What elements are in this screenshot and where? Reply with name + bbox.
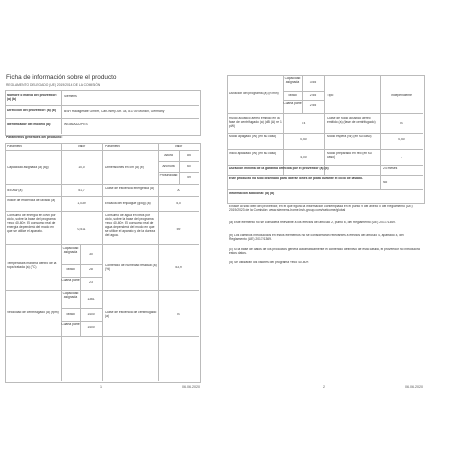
supplier-address-value: BSH Hausgeräte GmbH, Carl-Wery-Str. 34, 81739 Munich, Germany bbox=[64, 110, 165, 113]
energy-value: 0,511 bbox=[77, 228, 86, 231]
rinse-value: 5,0 bbox=[176, 202, 181, 205]
rinse-label: Eficacia del enjuague (g/kg) (a) bbox=[105, 202, 151, 205]
dim-depth-value: 59 bbox=[187, 176, 191, 179]
temp-row-3-label: Cuarta parte bbox=[61, 279, 80, 282]
footnote-a: (a) Este elemento no se considera relevante a los efectos del artículo 2, punto 6, del Reglamento (UE) 2017/1369. bbox=[229, 221, 396, 224]
temp-row-1-value: 30 bbox=[89, 253, 93, 256]
capacity-label: Capacidad asignada (a) (kg) bbox=[7, 166, 49, 169]
off-mode-label: Modo apagado (W) (en su caso) bbox=[229, 135, 277, 138]
duration-label: Duración del programa (a) (h:min) bbox=[229, 92, 279, 95]
spin-row-1-value: 1361 bbox=[87, 298, 95, 301]
page-1-date: 06.06.2020 bbox=[182, 385, 200, 389]
spin-row-3-label: Cuarta parte bbox=[61, 323, 80, 326]
page-title: Ficha de información sobre el producto bbox=[6, 74, 117, 81]
temp-row-1-label: Capacidad asignada bbox=[62, 247, 79, 254]
moisture-value: 53,9 bbox=[175, 266, 182, 269]
off-mode-value: 0,50 bbox=[300, 138, 307, 141]
page-1-number: 1 bbox=[100, 385, 102, 389]
standby-value: 0,50 bbox=[398, 138, 405, 141]
water-value: 59 bbox=[176, 228, 181, 231]
duration-row-2-label: Mitad bbox=[288, 94, 297, 97]
footnote-c: (c) Si la base de datos de los productos genera automáticamente el contenido definitivo de esta casilla, el proveedor no introducirá estos datos. bbox=[229, 248, 420, 255]
additional-info-header: Información adicional: (a) (b) bbox=[229, 192, 275, 195]
duration-row-3-value: 2:55 bbox=[309, 104, 317, 107]
duration-row-2-value: 2:55 bbox=[309, 94, 317, 97]
col-param-header: Parámetro bbox=[7, 145, 23, 148]
temp-label: Temperatura máxima dentro de la ropa tratada (a) (°C) bbox=[7, 262, 57, 269]
spin-row-2-value: 1400 bbox=[87, 313, 95, 316]
water-label: Consumo de agua en litros por ciclo, sobre la base del programa «eco 40-60». El consumo real de agua dependerá del modo en que se utilice el aparato y de la dureza del agua. bbox=[105, 214, 156, 237]
noise-label: Ruido acústico aéreo emitido en la fase de centrifugado (a) (dB (A) re 1 pW) bbox=[229, 117, 282, 128]
temp-row-2-label: Mitad bbox=[66, 268, 75, 271]
temp-row-3-value: 23 bbox=[89, 281, 93, 284]
dim-width-value: 60 bbox=[187, 165, 191, 168]
dim-height-label: Altura bbox=[164, 154, 173, 157]
page-2-number: 2 bbox=[323, 385, 325, 389]
delay-start-label: Inicio aplazado (W) (en su caso) bbox=[229, 152, 277, 155]
eei-class-value: A bbox=[177, 189, 180, 192]
standby-label: Modo espera (W) (en su caso) bbox=[327, 135, 372, 138]
wash-value: 1,039 bbox=[77, 202, 86, 205]
capacity-value: 10,0 bbox=[78, 166, 85, 169]
supplier-name-label: Nombre o marca del proveedor: (a) (b) bbox=[7, 94, 57, 101]
footnote-d: (d) Se utilizarán los valores del programa «eco 40-60». bbox=[229, 261, 310, 264]
supplier-address-label: Dirección del proveedor: (a) (b) bbox=[7, 109, 56, 112]
model-id-label: Identificador del modelo (a): bbox=[7, 123, 52, 126]
footnote-b: (b) Los cambios introducidos en estos elementos no se considerarán relevantes a efectos del artículo 4, apartado 4, del Reglamento (UE) 2017/1369. bbox=[229, 234, 404, 241]
noise-class-value: B bbox=[400, 122, 403, 125]
type-value: Independiente bbox=[391, 94, 412, 97]
spin-row-1-label: Capacidad asignada bbox=[62, 292, 79, 299]
noise-class-label: Clase de ruido acústico aéreo emitido (a) (fase de centrifugado) bbox=[327, 117, 376, 124]
col-param-header-2: Parámetro bbox=[105, 145, 121, 148]
spin-class-value: B bbox=[177, 313, 180, 316]
dim-height-value: 85 bbox=[187, 154, 191, 157]
duration-row-1-value: 3:55 bbox=[309, 81, 317, 84]
page-2 bbox=[227, 68, 423, 394]
noise-value: 74 bbox=[301, 122, 306, 125]
general-params-header: Parámetros generales del producto: bbox=[6, 136, 63, 139]
page-1 bbox=[5, 68, 201, 394]
eei-class-label: Clase de eficiencia energética (a) bbox=[105, 187, 154, 190]
warranty-value: 24 meses bbox=[383, 167, 398, 170]
silver-ions-label: Este producto ha sido diseñado para liberar iones de plata durante el ciclo de lavado. bbox=[229, 177, 363, 180]
temp-row-2-value: 28 bbox=[89, 268, 93, 271]
additional-info-text: Enlace al sitio web del proveedor, en el que figura la información contemplada en el punto 9 del anexo II del Reglamento (UE) 2019/2023 de la Comisión: www.siemens-home.bsh-group.com/welcome/global bbox=[229, 205, 413, 212]
spin-row-2-label: Mitad bbox=[66, 313, 75, 316]
wash-label: Índice de eficiencia de lavado (a) bbox=[7, 199, 56, 202]
duration-row-3-label: Cuarta parte bbox=[283, 102, 302, 105]
page-2-date: 06.06.2020 bbox=[405, 385, 423, 389]
energy-label: Consumo de energía en kWh por ciclo, sobre la base del programa «eco 40-60». El consumo real de energía dependerá del modo en que se utilice el aparato. bbox=[7, 214, 56, 233]
dims-label: Dimensiones en cm (a) (b) bbox=[105, 166, 144, 169]
duration-row-1-label: Capacidad asignada bbox=[284, 77, 301, 84]
regulation-line: REGLAMENTO DELEGADO (UE) 2019/2014 DE LA COMISIÓN bbox=[6, 83, 101, 87]
dim-depth-label: Profundidad bbox=[159, 174, 178, 177]
type-label: Tipo bbox=[327, 94, 334, 97]
network-value: - bbox=[400, 156, 403, 159]
moisture-label: Contenido de humedad residual (a) (%) bbox=[105, 264, 157, 271]
spin-row-3-value: 1400 bbox=[87, 326, 95, 329]
dim-width-label: Anchura bbox=[162, 165, 175, 168]
silver-ions-value: No bbox=[383, 181, 388, 184]
eei-label: IEEAW (a) bbox=[7, 189, 23, 192]
spin-class-label: Clase de eficiencia de centrifugado (a) bbox=[105, 311, 157, 318]
supplier-name-value: Siemens bbox=[64, 95, 77, 98]
delay-start-value: 4,00 bbox=[300, 156, 307, 159]
model-id-value: WG56A322PES bbox=[64, 123, 88, 126]
col-value-header: Valor bbox=[77, 145, 86, 148]
network-label: Modo preparado en red (en su caso) bbox=[327, 152, 372, 159]
col-value-header-2: Valor bbox=[174, 145, 183, 148]
warranty-label: Duración mínima de la garantía ofrecida por el proveedor (a) (b) bbox=[229, 167, 329, 170]
spin-label: Velocidad de centrifugado (a) (rpm) bbox=[7, 311, 59, 314]
eei-value: 51,7 bbox=[78, 189, 85, 192]
